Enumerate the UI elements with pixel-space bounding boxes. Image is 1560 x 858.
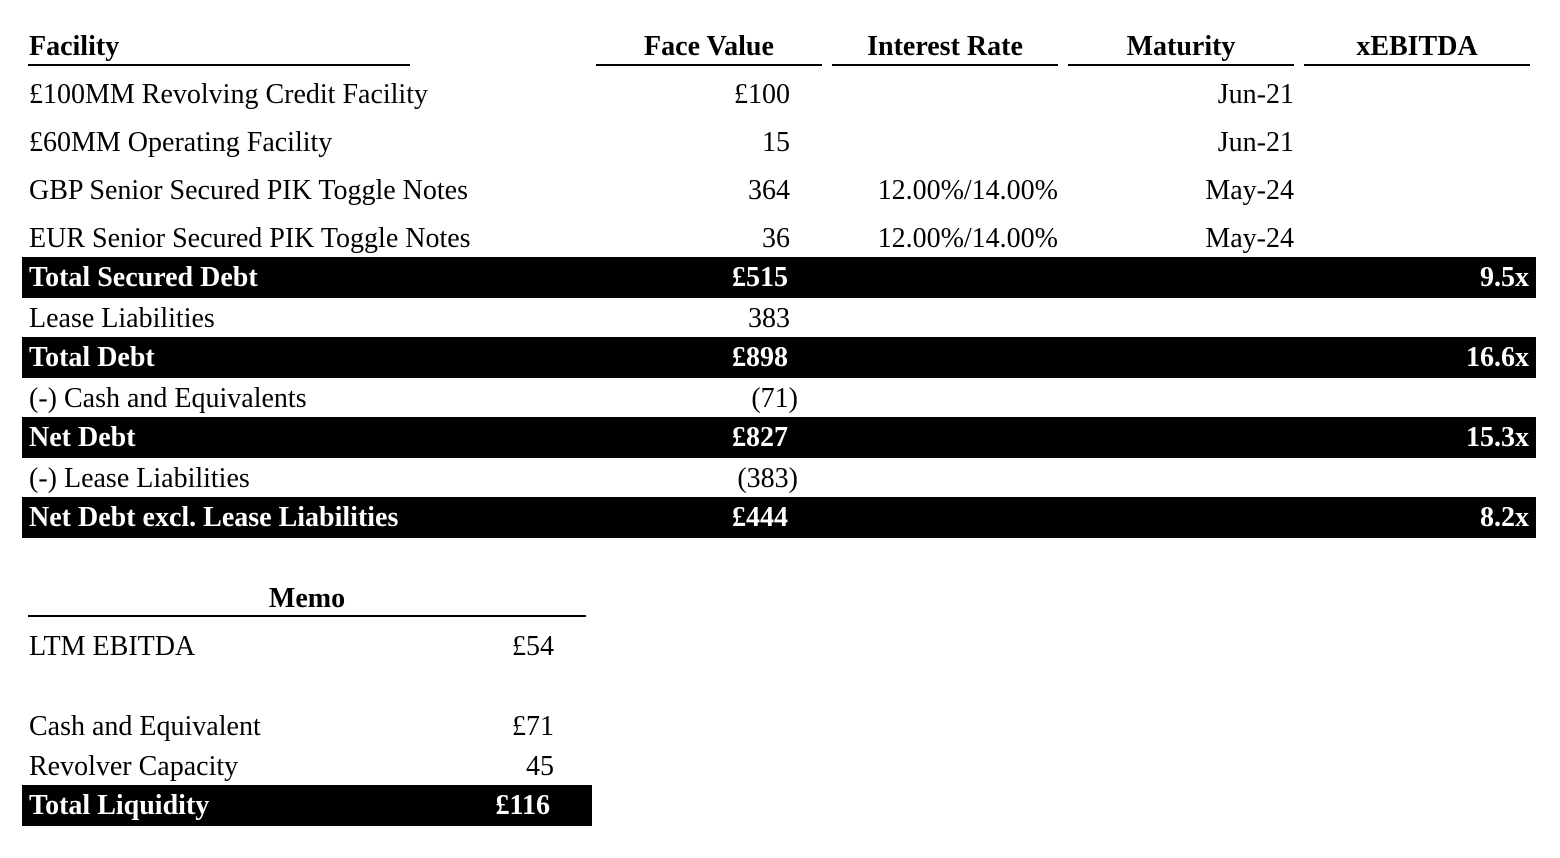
facility-name: £100MM Revolving Credit Facility	[29, 79, 428, 110]
lease-liabilities-label: Lease Liabilities	[29, 303, 215, 334]
interest-rate-header-underline	[832, 64, 1058, 66]
facility-header: Facility	[29, 31, 120, 62]
total-debt-value: £898	[732, 342, 788, 373]
total-liquidity-value: £116	[495, 790, 550, 821]
less-lease-label: (-) Lease Liabilities	[29, 463, 250, 494]
total-debt-xebitda: 16.6x	[1466, 342, 1529, 373]
total-secured-debt-label: Total Secured Debt	[29, 262, 258, 293]
face-value: £100	[734, 79, 790, 110]
maturity: Jun-21	[1217, 127, 1294, 158]
cash-label: (-) Cash and Equivalents	[29, 383, 307, 414]
net-debt-excl-value: £444	[732, 502, 788, 533]
maturity-header: Maturity	[1126, 31, 1236, 62]
total-liquidity-row	[22, 785, 592, 826]
total-secured-debt-value: £515	[732, 262, 788, 293]
table-row	[0, 219, 1560, 259]
facility-header-underline	[28, 64, 410, 66]
table-row	[0, 123, 1560, 163]
net-debt-value: £827	[732, 422, 788, 453]
revolver-capacity-label: Revolver Capacity	[29, 751, 239, 782]
face-value-header-underline	[596, 64, 822, 66]
face-value-header: Face Value	[644, 31, 774, 62]
xebitda-header: xEBITDA	[1356, 31, 1478, 62]
face-value: 364	[748, 175, 790, 206]
net-debt-excl-xebitda: 8.2x	[1480, 502, 1529, 533]
memo-title-underline	[28, 615, 586, 617]
xebitda-header-underline	[1304, 64, 1530, 66]
maturity: Jun-21	[1217, 79, 1294, 110]
lease-liabilities-row	[0, 299, 1560, 339]
cash-row	[0, 379, 1560, 419]
interest-rate: 12.00%/14.00%	[877, 223, 1058, 254]
net-debt-excl-row	[22, 497, 1536, 538]
memo-ltm-ebitda-row	[0, 627, 1560, 667]
face-value: 36	[762, 223, 790, 254]
lease-liabilities-value: 383	[748, 303, 790, 334]
face-value: 15	[762, 127, 790, 158]
ltm-ebitda-label: LTM EBITDA	[29, 631, 196, 662]
ltm-ebitda-value: £54	[512, 631, 554, 662]
total-debt-label: Total Debt	[29, 342, 155, 373]
cash-value: (71)	[751, 383, 798, 414]
net-debt-label: Net Debt	[29, 422, 136, 453]
memo-cash-row	[0, 707, 1560, 747]
memo-revolver-row	[0, 747, 1560, 787]
table-row	[0, 75, 1560, 115]
less-lease-value: (383)	[737, 463, 798, 494]
interest-rate: 12.00%/14.00%	[877, 175, 1058, 206]
facility-name: £60MM Operating Facility	[29, 127, 333, 158]
total-secured-debt-xebitda: 9.5x	[1480, 262, 1529, 293]
revolver-capacity-value: 45	[526, 751, 554, 782]
less-lease-row	[0, 459, 1560, 499]
memo-title: Memo	[268, 583, 346, 614]
net-debt-excl-label: Net Debt excl. Lease Liabilities	[29, 502, 399, 533]
memo-cash-value: £71	[512, 711, 554, 742]
total-debt-row	[22, 337, 1536, 378]
maturity: May-24	[1205, 175, 1294, 206]
total-secured-debt-row	[22, 257, 1536, 298]
maturity: May-24	[1205, 223, 1294, 254]
maturity-header-underline	[1068, 64, 1294, 66]
total-liquidity-label: Total Liquidity	[29, 790, 210, 821]
memo-cash-label: Cash and Equivalent	[29, 711, 261, 742]
table-row	[0, 171, 1560, 211]
net-debt-row	[22, 417, 1536, 458]
facility-name: EUR Senior Secured PIK Toggle Notes	[29, 223, 471, 254]
facility-name: GBP Senior Secured PIK Toggle Notes	[29, 175, 469, 206]
interest-rate-header: Interest Rate	[867, 31, 1023, 62]
net-debt-xebitda: 15.3x	[1466, 422, 1529, 453]
